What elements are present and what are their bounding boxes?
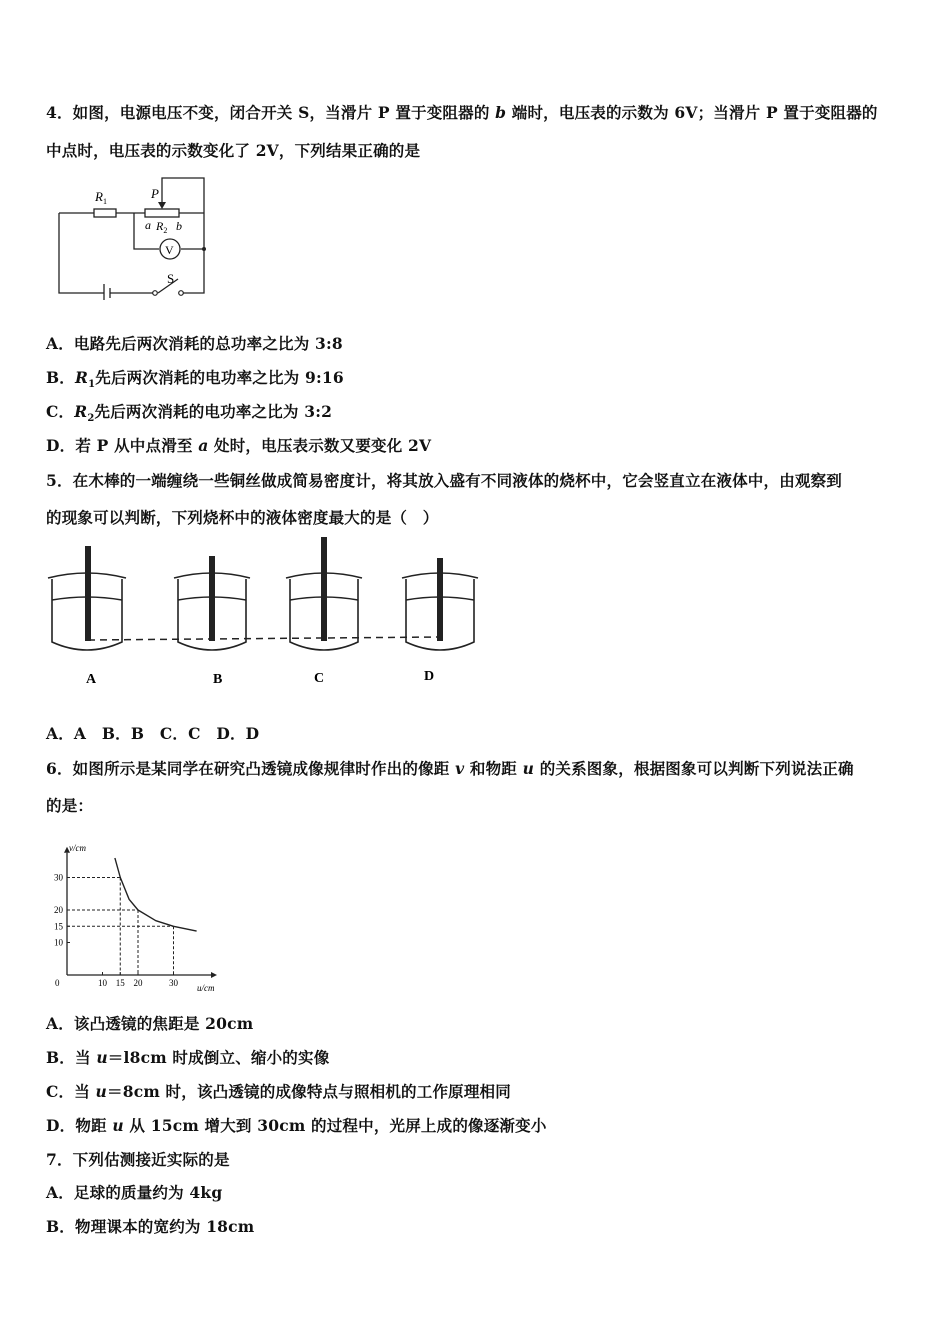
x-tick-label: 20: [133, 978, 143, 988]
q6-option-c: C．当 u＝8cm 时，该凸透镜的成像特点与照相机的工作原理相同: [46, 1082, 511, 1101]
y-tick-label: 20: [54, 905, 63, 915]
q7-stem: 7．下列估测接近实际的是: [46, 1150, 230, 1169]
x-tick-label: 15: [115, 978, 125, 988]
svg-text:a: a: [145, 218, 151, 232]
y-tick-label: 15: [54, 921, 63, 932]
q6-option-d: D．物距 u 从 15cm 增大到 30cm 的过程中，光屏上成的像逐渐变小: [46, 1116, 547, 1135]
svg-text:A: A: [86, 672, 97, 687]
q4-option-d: D．若 P 从中点滑至 a 处时，电压表示数又要变化 2V: [46, 436, 432, 455]
q4-stem-line1: 4．如图，电源电压不变，闭合开关 S，当滑片 P 置于变阻器的 b 端时，电压表的示数为 6V；当滑片 P 置于变阻器的: [46, 103, 878, 122]
image-distance-chart: [40, 820, 250, 995]
q5-stem-line1: 5．在木棒的一端缠绕一些铜丝做成简易密度计，将其放入盛有不同液体的烧杯中，它会竖直立在液体中，由观察到: [46, 471, 842, 490]
x-axis-arrow: [211, 972, 217, 978]
svg-text:V: V: [165, 243, 174, 257]
origin-label: 0: [55, 978, 60, 988]
q4-option-b: B．$R_1$先后两次消耗的电功率之比为 9:16: [46, 368, 344, 391]
data-curve: [115, 858, 197, 931]
svg-text:S: S: [167, 271, 175, 286]
svg-text:b: b: [176, 219, 182, 233]
q6-option-b: B．当 u＝l8cm 时成倒立、缩小的实像: [46, 1048, 330, 1067]
x-tick-label: 10: [98, 978, 107, 988]
beakers-figure: [44, 534, 484, 694]
q6-stem-line1: 6．如图所示是某同学在研究凸透镜成像规律时作出的像距 v 和物距 u 的关系图象，根据图象可以判断下列说法正确: [46, 759, 854, 778]
x-tick-label: 30: [169, 978, 178, 988]
y-tick-label: 10: [54, 937, 63, 948]
svg-text:R1: $R_1$: [95, 189, 107, 206]
y-tick-label: 30: [54, 872, 63, 883]
q5-stem-line2: 的现象可以判断，下列烧杯中的液体密度最大的是（ ）: [46, 508, 439, 527]
circuit-diagram: [52, 174, 214, 300]
q5-options: A．A B．B C．C D．D: [46, 724, 260, 743]
q6-option-a: A．该凸透镜的焦距是 20cm: [46, 1014, 254, 1033]
svg-text:D: D: [424, 669, 435, 684]
svg-text:P: P: [151, 186, 159, 201]
q6-stem-line2: 的是：: [46, 796, 94, 815]
q7-option-b: B．物理课本的宽约为 18cm: [46, 1217, 255, 1236]
q4-option-a: A．电路先后两次消耗的总功率之比为 3:8: [46, 334, 343, 353]
q4-option-c: C．$R_2$先后两次消耗的电功率之比为 3:2: [46, 402, 333, 425]
q7-option-a: A．足球的质量约为 4kg: [46, 1183, 223, 1202]
svg-text:R2: $R_2$: [156, 219, 168, 235]
q4-stem-line2: 中点时，电压表的示数变化了 2V，下列结果正确的是: [46, 141, 421, 160]
svg-text:B: B: [213, 672, 223, 687]
x-axis-label: u/cm: [197, 983, 215, 993]
y-axis-label: v/cm: [69, 842, 86, 853]
svg-text:C: C: [314, 671, 325, 686]
